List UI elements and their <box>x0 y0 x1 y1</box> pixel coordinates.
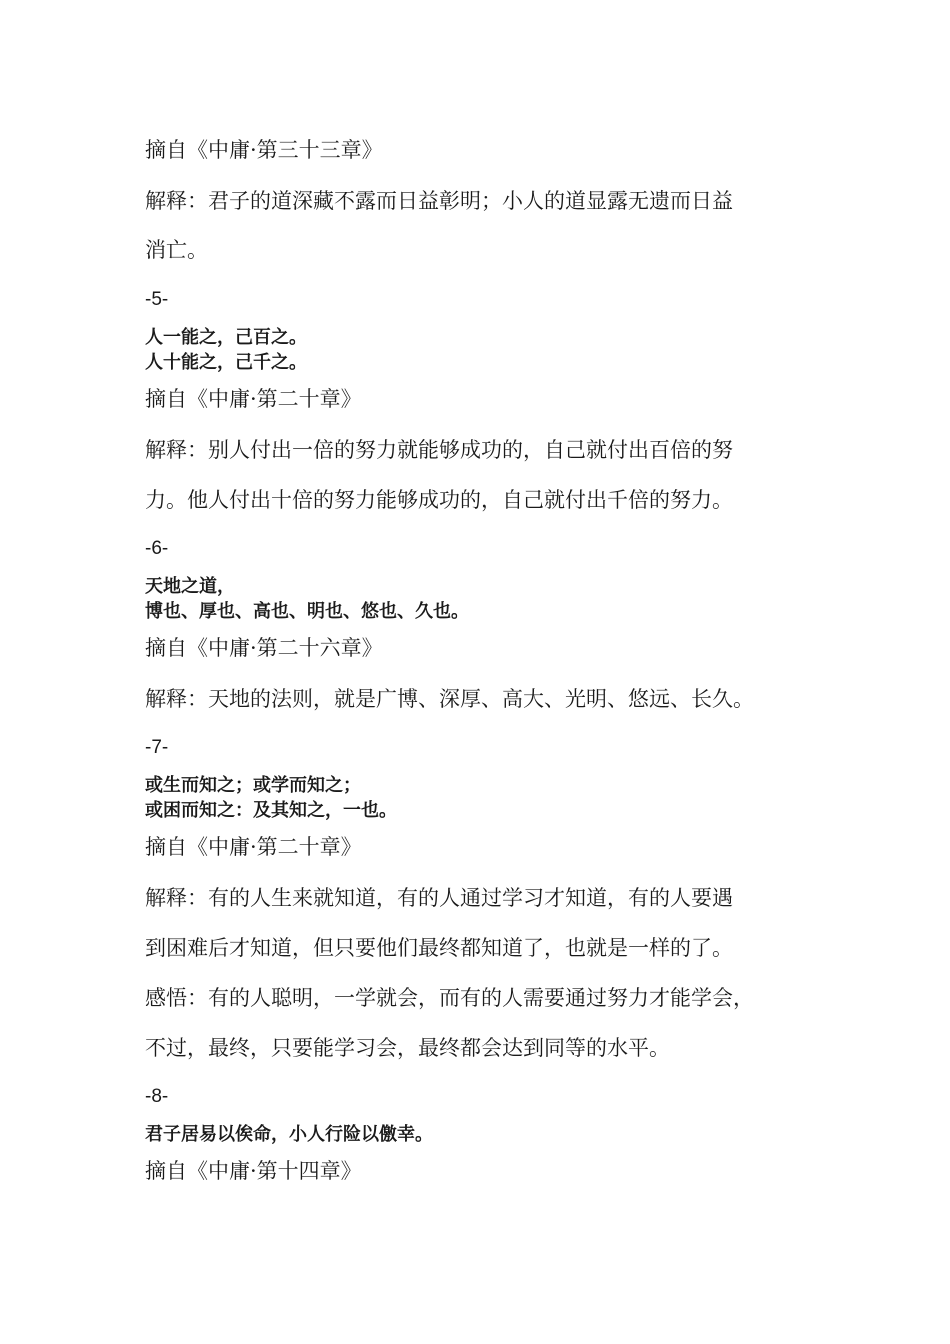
source-citation: 摘自《中庸·第三十三章》 <box>145 138 383 162</box>
source-citation: 摘自《中庸·第十四章》 <box>145 1159 362 1183</box>
explanation-line: 解释：君子的道深藏不露而日益彰明；小人的道显露无遗而日益 <box>145 189 733 213</box>
reflection-line: 感悟：有的人聪明，一学就会，而有的人需要通过努力才能学会， <box>145 986 754 1010</box>
explanation-line: 解释：别人付出一倍的努力就能够成功的，自己就付出百倍的努 <box>145 438 733 462</box>
explanation-line: 消亡。 <box>145 238 208 262</box>
quote-line: 君子居易以俟命，小人行险以儌幸。 <box>145 1124 433 1145</box>
explanation-line: 解释：天地的法则，就是广博、深厚、高大、光明、悠远、长久。 <box>145 687 754 711</box>
quote-line: 天地之道， <box>145 576 235 597</box>
quote-line: 人一能之，己百之。 <box>145 327 307 348</box>
section-number: -7- <box>145 737 169 758</box>
section-number: -5- <box>145 289 169 310</box>
source-citation: 摘自《中庸·第二十章》 <box>145 387 362 411</box>
quote-line: 或困而知之：及其知之，一也。 <box>145 800 397 821</box>
quote-line: 或生而知之；或学而知之； <box>145 775 361 796</box>
reflection-line: 不过，最终，只要能学习会，最终都会达到同等的水平。 <box>145 1036 670 1060</box>
explanation-line: 解释：有的人生来就知道，有的人通过学习才知道，有的人要遇 <box>145 886 733 910</box>
section-number: -8- <box>145 1086 169 1107</box>
section-number: -6- <box>145 538 169 559</box>
explanation-line: 力。他人付出十倍的努力能够成功的，自己就付出千倍的努力。 <box>145 488 733 512</box>
source-citation: 摘自《中庸·第二十六章》 <box>145 636 383 660</box>
source-citation: 摘自《中庸·第二十章》 <box>145 835 362 859</box>
quote-line: 博也、厚也、高也、明也、悠也、久也。 <box>145 601 469 622</box>
explanation-line: 到困难后才知道，但只要他们最终都知道了，也就是一样的了。 <box>145 936 733 960</box>
quote-line: 人十能之，己千之。 <box>145 352 307 373</box>
